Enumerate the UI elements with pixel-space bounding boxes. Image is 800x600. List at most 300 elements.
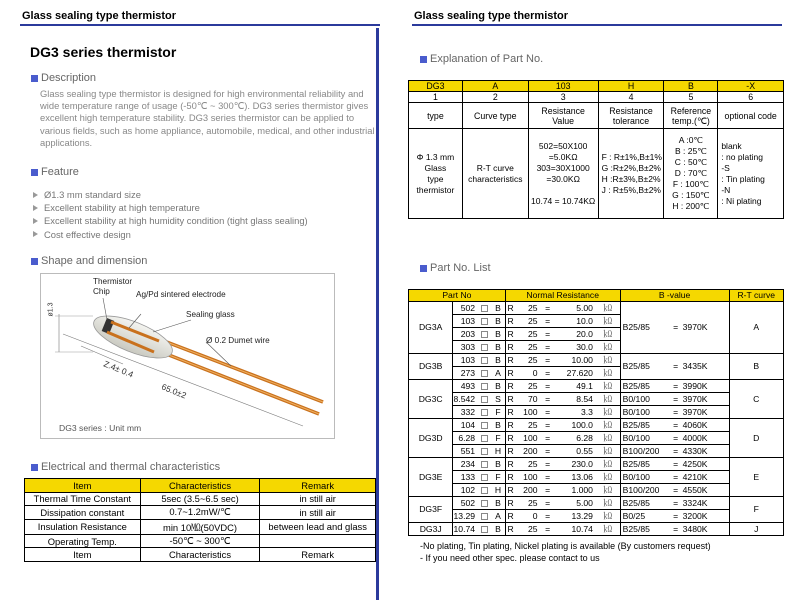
rt-curve-cell: D: [729, 418, 784, 457]
number-cell: 2: [462, 92, 528, 103]
side-rule: [376, 28, 379, 600]
table-cell: 70: [515, 392, 537, 405]
table-cell: 27.620: [558, 366, 596, 379]
table-cell: R: [505, 496, 515, 509]
number-cell: 5: [664, 92, 718, 103]
table-cell: 133: [453, 470, 477, 483]
table-cell: R: [505, 431, 515, 444]
table-cell: =: [538, 483, 558, 496]
b-value-cell: B25/85: [620, 457, 668, 470]
number-cell: 3: [528, 92, 598, 103]
unit-cell: ㏀: [596, 457, 620, 470]
table-cell: S: [491, 392, 505, 405]
table-cell: 273: [453, 366, 477, 379]
electrical-table: [24, 478, 376, 562]
b-value-cell: 3970K: [683, 392, 729, 405]
table-cell: 10.0: [558, 314, 596, 327]
b-value-cell: =: [669, 301, 683, 353]
table-cell: 0.7~1.2mW/℃: [140, 506, 260, 520]
b-value-cell: =: [669, 392, 683, 405]
checkbox-cell: [477, 301, 491, 314]
bullet-square-icon: [31, 75, 38, 82]
b-value-cell: 4060K: [683, 418, 729, 431]
electrical-heading: [31, 461, 220, 473]
column-header: Item: [25, 479, 141, 493]
table-cell: 8.54: [558, 392, 596, 405]
table-cell: R: [505, 327, 515, 340]
checkbox-cell: [477, 457, 491, 470]
code-cell: DG3: [409, 81, 463, 92]
table-cell: H: [491, 483, 505, 496]
table-cell: 25: [515, 496, 537, 509]
table-row: [409, 470, 784, 483]
body-row: [409, 129, 784, 219]
table-cell: Characteristics: [140, 548, 260, 562]
table-cell: 6.28: [558, 431, 596, 444]
table-cell: R: [505, 392, 515, 405]
table-row: [25, 506, 376, 520]
part-series-name: DG3J: [409, 522, 453, 535]
table-cell: 502: [453, 301, 477, 314]
column-header: Part No: [409, 290, 506, 302]
table-row: [409, 457, 784, 470]
label-dumet-wire: Ø 0.2 Dumet wire: [206, 336, 270, 345]
b-value-cell: 3970K: [683, 301, 729, 353]
dim-diameter: ø1.3: [47, 302, 55, 317]
feature-item: [33, 188, 308, 201]
checkbox-square-icon: [481, 344, 488, 351]
feature-item: [33, 214, 308, 227]
unit-cell: ㏀: [596, 340, 620, 353]
feature-text: Excellent stability at high temperature: [44, 202, 200, 214]
part-series-name: DG3D: [409, 418, 453, 457]
unit-cell: ㏀: [596, 496, 620, 509]
explanation-heading: [420, 53, 543, 65]
unit-cell: ㏀: [596, 392, 620, 405]
table-cell: 10.00: [558, 353, 596, 366]
checkbox-cell: [477, 340, 491, 353]
table-cell: B: [491, 522, 505, 535]
number-row: [409, 92, 784, 103]
bullet-square-icon: [420, 265, 427, 272]
table-cell: B: [491, 314, 505, 327]
column-header: type: [409, 103, 463, 129]
table-cell: =: [538, 418, 558, 431]
b-value-cell: B25/85: [620, 301, 668, 353]
b-value-cell: 3200K: [683, 509, 729, 522]
checkbox-square-icon: [481, 409, 488, 416]
column-header: Resistance tolerance: [598, 103, 664, 129]
table-cell: R: [505, 483, 515, 496]
table-cell: A: [491, 366, 505, 379]
table-cell: 25: [515, 314, 537, 327]
table-cell: R: [505, 314, 515, 327]
checkbox-square-icon: [481, 435, 488, 442]
partlist-heading-text: Part No. List: [430, 262, 491, 274]
table-cell: Operating Temp.: [25, 534, 141, 548]
table-row: [409, 301, 784, 314]
table-row: [409, 483, 784, 496]
page-header: Glass sealing type thermistor: [20, 10, 380, 26]
table-cell: 493: [453, 379, 477, 392]
rt-curve-cell: A: [729, 301, 784, 353]
triangle-bullet-icon: [33, 192, 38, 198]
table-cell: between lead and glass: [260, 519, 376, 534]
table-cell: 100.0: [558, 418, 596, 431]
explanation-heading-text: Explanation of Part No.: [430, 53, 544, 65]
feature-item: [33, 228, 308, 241]
header-row: [409, 103, 784, 129]
feature-text: Cost effective design: [44, 228, 131, 240]
feature-text: Excellent stability at high humidity condition (tight glass sealing): [44, 215, 308, 227]
triangle-bullet-icon: [33, 231, 38, 237]
table-cell: R: [505, 418, 515, 431]
b-value-cell: B0/100: [620, 392, 668, 405]
b-value-cell: =: [669, 522, 683, 535]
table-cell: Dissipation constant: [25, 506, 141, 520]
checkbox-square-icon: [481, 526, 488, 533]
note-line: -No plating, Tin plating, Nickel plating is available (By customers request): [420, 541, 711, 551]
triangle-bullet-icon: [33, 218, 38, 224]
table-header-row: [25, 479, 376, 493]
b-value-cell: B25/85: [620, 496, 668, 509]
table-cell: 25: [515, 327, 537, 340]
code-cell: -X: [718, 81, 784, 92]
table-cell: 25: [515, 301, 537, 314]
table-cell: 0: [515, 509, 537, 522]
table-cell: 332: [453, 405, 477, 418]
b-value-cell: =: [669, 470, 683, 483]
table-cell: 103: [453, 314, 477, 327]
b-value-cell: B0/100: [620, 431, 668, 444]
b-value-cell: B100/200: [620, 483, 668, 496]
column-header: B -value: [620, 290, 729, 302]
checkbox-square-icon: [481, 331, 488, 338]
unit-cell: ㏀: [596, 418, 620, 431]
table-cell: H: [491, 444, 505, 457]
table-cell: 100: [515, 405, 537, 418]
shape-heading-text: Shape and dimension: [41, 255, 148, 267]
part-series-name: DG3E: [409, 457, 453, 496]
number-cell: 4: [598, 92, 664, 103]
column-header: R-T curve: [729, 290, 784, 302]
b-value-cell: =: [669, 353, 683, 379]
unit-cell: ㏀: [596, 366, 620, 379]
b-value-cell: =: [669, 509, 683, 522]
code-cell: H: [598, 81, 664, 92]
table-row: [409, 418, 784, 431]
table-cell: Item: [25, 548, 141, 562]
table-cell: R: [505, 340, 515, 353]
table-cell: =: [538, 405, 558, 418]
checkbox-cell: [477, 392, 491, 405]
bullet-square-icon: [420, 56, 427, 63]
checkbox-square-icon: [481, 487, 488, 494]
b-value-cell: B100/200: [620, 444, 668, 457]
b-value-cell: 3990K: [683, 379, 729, 392]
b-value-cell: B25/85: [620, 353, 668, 379]
body-cell: F : R±1%,B±1% G :R±2%,B±2% H :R±3%,B±2% J : R±5%,B±2%: [598, 129, 664, 219]
table-cell: 551: [453, 444, 477, 457]
part-number-explanation-table: [408, 80, 784, 219]
table-header-row: [409, 290, 784, 302]
rt-curve-cell: B: [729, 353, 784, 379]
b-value-cell: =: [669, 483, 683, 496]
table-cell: 203: [453, 327, 477, 340]
table-cell: R: [505, 444, 515, 457]
b-value-cell: 3324K: [683, 496, 729, 509]
table-row: [409, 522, 784, 535]
table-cell: R: [505, 301, 515, 314]
note-line: - If you need other spec. please contact to us: [420, 552, 600, 563]
bullet-square-icon: [31, 258, 38, 265]
table-cell: B: [491, 496, 505, 509]
column-header: Characteristics: [140, 479, 260, 493]
table-cell: 13.06: [558, 470, 596, 483]
description-heading-text: Description: [41, 72, 97, 84]
column-header: Remark: [260, 479, 376, 493]
column-header: optional code: [718, 103, 784, 129]
unit-cell: ㏀: [596, 444, 620, 457]
rt-curve-cell: F: [729, 496, 784, 522]
unit-cell: ㏀: [596, 509, 620, 522]
rt-curve-cell: C: [729, 379, 784, 418]
label-electrode: Ag/Pd sintered electrode: [136, 290, 226, 299]
table-cell: =: [538, 301, 558, 314]
table-cell: 25: [515, 340, 537, 353]
table-cell: 30.0: [558, 340, 596, 353]
table-cell: =: [538, 509, 558, 522]
checkbox-cell: [477, 418, 491, 431]
notes: [420, 541, 711, 564]
table-cell: R: [505, 366, 515, 379]
unit-cell: ㏀: [596, 327, 620, 340]
table-cell: R: [505, 379, 515, 392]
table-cell: 200: [515, 483, 537, 496]
checkbox-square-icon: [481, 513, 488, 520]
table-cell: 25: [515, 457, 537, 470]
page-header: Glass sealing type thermistor: [412, 10, 782, 26]
b-value-cell: =: [669, 496, 683, 509]
table-cell: 25: [515, 353, 537, 366]
table-cell: R: [505, 457, 515, 470]
table-cell: 6.28: [453, 431, 477, 444]
table-row: [409, 431, 784, 444]
table-cell: min 10㏁(50VDC): [140, 519, 260, 534]
number-cell: 6: [718, 92, 784, 103]
b-value-cell: =: [669, 457, 683, 470]
table-row: [409, 392, 784, 405]
table-row: [409, 496, 784, 509]
b-value-cell: B0/25: [620, 509, 668, 522]
table-row: [25, 548, 376, 562]
checkbox-square-icon: [481, 383, 488, 390]
table-cell: 25: [515, 379, 537, 392]
table-cell: 303: [453, 340, 477, 353]
part-series-name: DG3B: [409, 353, 453, 379]
table-cell: B: [491, 301, 505, 314]
checkbox-square-icon: [481, 461, 488, 468]
table-cell: =: [538, 340, 558, 353]
table-cell: Insulation Resistance: [25, 519, 141, 534]
table-cell: =: [538, 444, 558, 457]
table-cell: [260, 534, 376, 548]
checkbox-cell: [477, 379, 491, 392]
figure-caption: DG3 series : Unit mm: [59, 423, 142, 433]
description-heading: [31, 72, 96, 84]
table-row: [25, 534, 376, 548]
table-cell: B: [491, 353, 505, 366]
b-value-cell: 4330K: [683, 444, 729, 457]
column-header: Normal Resistance: [505, 290, 620, 302]
table-cell: F: [491, 431, 505, 444]
b-value-cell: 4000K: [683, 431, 729, 444]
table-cell: 230.0: [558, 457, 596, 470]
table-row: [25, 492, 376, 506]
checkbox-cell: [477, 444, 491, 457]
checkbox-cell: [477, 509, 491, 522]
unit-cell: ㏀: [596, 431, 620, 444]
table-cell: =: [538, 470, 558, 483]
table-cell: 103: [453, 353, 477, 366]
table-cell: 200: [515, 444, 537, 457]
table-cell: 49.1: [558, 379, 596, 392]
b-value-cell: 3970K: [683, 405, 729, 418]
table-cell: 13.29: [558, 509, 596, 522]
b-value-cell: B0/100: [620, 405, 668, 418]
left-page: [0, 0, 390, 600]
part-series-name: DG3A: [409, 301, 453, 353]
table-cell: 20.0: [558, 327, 596, 340]
unit-cell: ㏀: [596, 470, 620, 483]
table-cell: R: [505, 353, 515, 366]
table-cell: R: [505, 405, 515, 418]
column-header: Resistance Value: [528, 103, 598, 129]
shape-heading: [31, 255, 147, 267]
table-cell: R: [505, 470, 515, 483]
table-cell: 100: [515, 431, 537, 444]
label-thermistor-chip: Thermistor Chip: [93, 277, 133, 296]
checkbox-square-icon: [481, 500, 488, 507]
column-header: Reference temp.(℃): [664, 103, 718, 129]
table-cell: B: [491, 327, 505, 340]
rt-curve-cell: E: [729, 457, 784, 496]
table-cell: 104: [453, 418, 477, 431]
table-cell: =: [538, 314, 558, 327]
body-cell: blank : no plating -S : Tin plating -N : Ni plating: [718, 129, 784, 219]
checkbox-cell: [477, 496, 491, 509]
table-cell: in still air: [260, 492, 376, 506]
table-cell: 0: [515, 366, 537, 379]
table-row: [409, 353, 784, 366]
checkbox-square-icon: [481, 357, 488, 364]
checkbox-square-icon: [481, 396, 488, 403]
table-cell: 10.74: [453, 523, 476, 534]
table-cell: F: [491, 405, 505, 418]
table-cell: B: [491, 418, 505, 431]
checkbox-cell: [477, 353, 491, 366]
glass-body: [88, 307, 177, 366]
table-cell: R: [505, 522, 515, 535]
table-cell: 502: [453, 496, 477, 509]
checkbox-cell: [477, 314, 491, 327]
unit-cell: ㏀: [596, 483, 620, 496]
label-sealing-glass: Sealing glass: [186, 310, 235, 319]
part-series-name: DG3F: [409, 496, 453, 522]
b-value-cell: 3435K: [683, 353, 729, 379]
checkbox-square-icon: [481, 422, 488, 429]
unit-cell: ㏀: [596, 314, 620, 327]
checkbox-square-icon: [481, 305, 488, 312]
table-cell: =: [538, 392, 558, 405]
b-value-cell: =: [669, 379, 683, 392]
unit-cell: ㏀: [596, 353, 620, 366]
table-cell: B: [491, 457, 505, 470]
feature-list: [33, 188, 308, 241]
table-cell: B: [491, 340, 505, 353]
table-cell: 1.000: [558, 483, 596, 496]
table-cell: F: [491, 470, 505, 483]
table-row: [409, 444, 784, 457]
table-row: [409, 509, 784, 522]
b-value-cell: =: [669, 418, 683, 431]
part-list-table: [408, 289, 784, 536]
code-row: [409, 81, 784, 92]
body-cell: Φ 1.3 mm Glass type thermistor: [409, 129, 463, 219]
b-value-cell: =: [669, 444, 683, 457]
table-cell: 234: [453, 457, 477, 470]
table-cell: =: [538, 379, 558, 392]
table-row: [409, 379, 784, 392]
table-cell: A: [491, 509, 505, 522]
checkbox-cell: [477, 431, 491, 444]
table-cell: 100: [515, 470, 537, 483]
table-cell: =: [538, 327, 558, 340]
rt-curve-cell: J: [729, 522, 784, 535]
body-cell: A :0℃ B : 25℃ C : 50℃ D : 70℃ F : 100℃ G : 150℃ H : 200℃: [664, 129, 718, 219]
table-cell: 25: [515, 522, 537, 535]
unit-cell: ㏀: [596, 379, 620, 392]
dim-total-length: 65.0±2: [160, 381, 188, 401]
b-value-cell: =: [669, 405, 683, 418]
table-cell: in still air: [260, 506, 376, 520]
table-row: [409, 405, 784, 418]
table-cell: 102: [453, 483, 477, 496]
table-cell: Remark: [260, 548, 376, 562]
b-value-cell: =: [669, 431, 683, 444]
number-cell: 1: [409, 92, 463, 103]
table-cell: =: [538, 353, 558, 366]
table-cell: 5.00: [558, 301, 596, 314]
body-cell: R-T curve characteristics: [462, 129, 528, 219]
right-page: [408, 0, 800, 600]
checkbox-square-icon: [481, 474, 488, 481]
unit-cell: ㏀: [596, 405, 620, 418]
table-cell: R: [505, 509, 515, 522]
b-value-cell: 4210K: [683, 470, 729, 483]
unit-cell: ㏀: [596, 301, 620, 314]
electrical-heading-text: Electrical and thermal characteristics: [41, 461, 221, 473]
b-value-cell: 3480K: [683, 522, 729, 535]
b-value-cell: 4250K: [683, 457, 729, 470]
b-value-cell: B25/85: [620, 379, 668, 392]
b-value-cell: B0/100: [620, 470, 668, 483]
b-value-cell: B25/85: [620, 522, 668, 535]
description-text: Glass sealing type thermistor is designed for high environmental reliability and wide temperature range of usage (-50℃ ~ 300℃). DG3 series thermistor gives excellent high temperature stability. DG3 series thermistor can be applied to various fields, such as home appliance, automobile, medical, and other industrial applications.: [40, 88, 375, 148]
checkbox-cell: [477, 483, 491, 496]
bullet-square-icon: [31, 464, 38, 471]
table-cell: =: [538, 431, 558, 444]
